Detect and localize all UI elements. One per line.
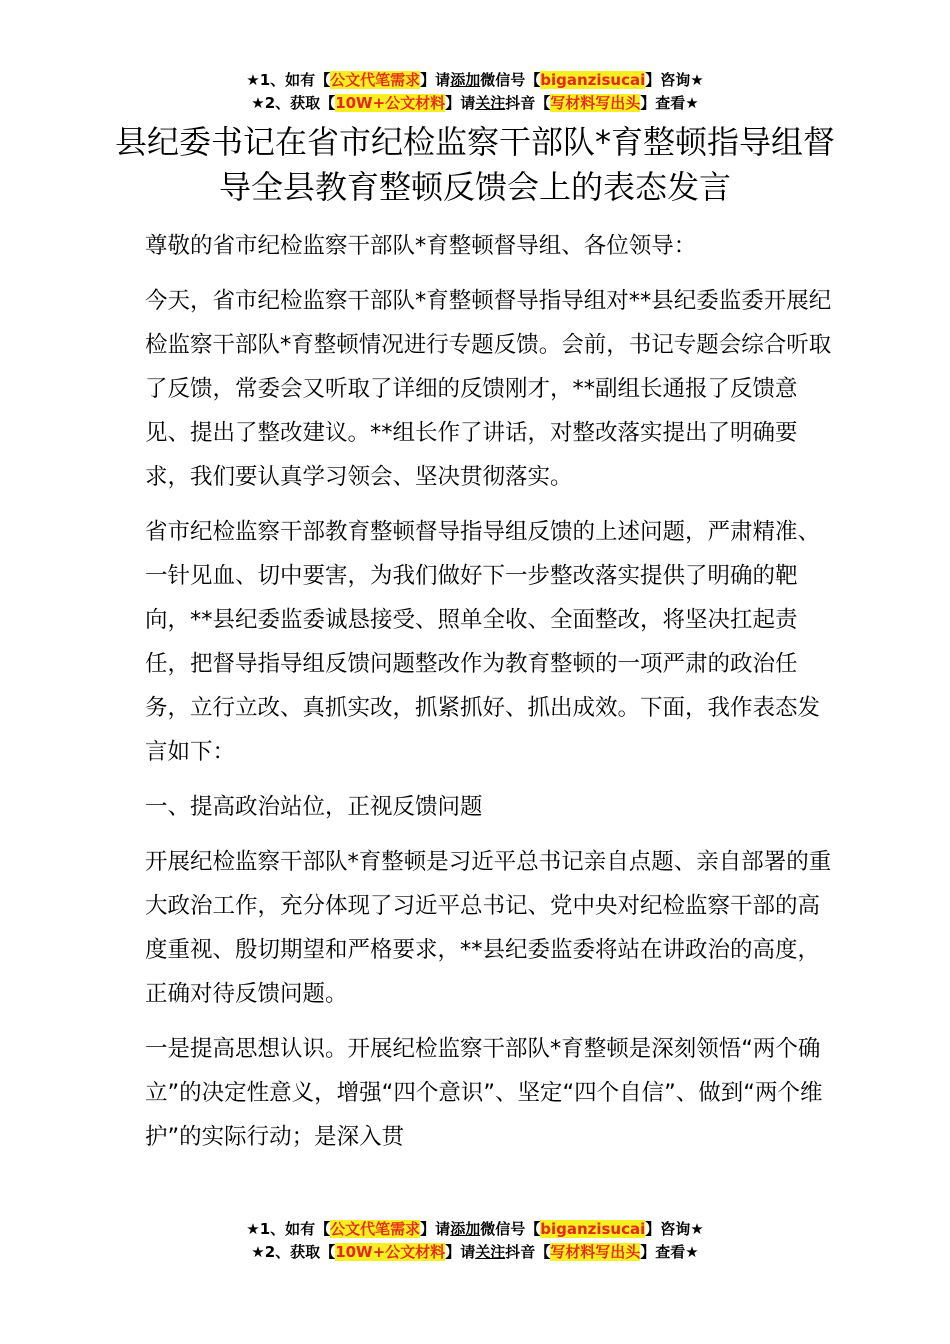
banner-text: 】查看★: [640, 94, 699, 112]
banner-line-1: [0, 1218, 950, 1241]
banner-text: 】咨询★: [645, 1220, 704, 1238]
banner-text: 微信号【: [480, 1220, 541, 1238]
banner-highlight: 10W+公文材料: [335, 1243, 446, 1261]
footer-banner: [0, 1218, 950, 1264]
banner-text: 】查看★: [640, 1243, 699, 1261]
banner-text: 】请: [445, 94, 476, 112]
banner-highlight-douyin: 写材料写出头: [550, 1243, 641, 1261]
banner-highlight-douyin: 写材料写出头: [550, 94, 641, 112]
banner-text: ★2、获取【: [251, 1243, 336, 1261]
banner-text: 抖音【: [505, 1243, 551, 1261]
paragraph: 开展纪检监察干部队*育整顿是习近平总书记亲自点题、亲自部署的重大政治工作，充分体现了习近平总书记、党中央对纪检监察干部的高度重视、殷切期望和严格要求，**县纪委监委将站在讲政治的高度，正确对待反馈问题。: [145, 849, 832, 1007]
banner-highlight-wechat: biganzisucai: [540, 1220, 646, 1238]
banner-underlined: 关注: [475, 94, 506, 112]
paragraph: 今天，省市纪检监察干部队*育整顿督导指导组对**县纪委监委开展纪检监察干部队*育整顿情况进行专题反馈。会前，书记专题会综合听取了反馈，常委会又听取了详细的反馈刚才，**副组长通报了反馈意见、提出了整改建议。**组长作了讲话，对整改落实提出了明确要求，我们要认真学习领会、坚决贯彻落实。: [145, 288, 832, 490]
banner-line-1: [0, 69, 950, 92]
banner-highlight: 公文代笔需求: [330, 1220, 421, 1238]
paragraph: 一是提高思想认识。开展纪检监察干部队*育整顿是深刻领悟“两个确立”的决定性意义，增强“四个意识”、坚定“四个自信”、做到“两个维护”的实际行动；是深入贯: [145, 1036, 823, 1150]
header-banner: [0, 69, 950, 115]
banner-highlight: 公文代笔需求: [330, 71, 421, 89]
banner-text: 微信号【: [480, 71, 541, 89]
banner-text: 】请: [420, 1220, 451, 1238]
banner-text: ★2、获取【: [251, 94, 336, 112]
banner-highlight: 10W+公文材料: [335, 94, 446, 112]
banner-text: ★1、如有【: [246, 71, 331, 89]
banner-text: 】咨询★: [645, 71, 704, 89]
banner-text: ★1、如有【: [246, 1220, 331, 1238]
document-body: [145, 224, 835, 1170]
banner-highlight-wechat: biganzisucai: [540, 71, 646, 89]
banner-underlined: 添加: [450, 1220, 481, 1238]
banner-text: 】请: [420, 71, 451, 89]
paragraph: 省市纪检监察干部教育整顿督导指导组反馈的上述问题，严肃精准、一针见血、切中要害，为我们做好下一步整改落实提供了明确的靶向，**县纪委监委诚恳接受、照单全收、全面整改，将坚决扛起责任，把督导指导组反馈问题整改作为教育整顿的一项严肃的政治任务，立行立改、真抓实改，抓紧抓好、抓出成效。下面，我作表态发言如下：: [145, 519, 821, 765]
salutation: 尊敬的省市纪检监察干部队*育整顿督导组、各位领导：: [145, 233, 697, 259]
banner-underlined: 关注: [475, 1243, 506, 1261]
banner-underlined: 添加: [450, 71, 481, 89]
banner-line-2: [0, 92, 950, 115]
banner-text: 抖音【: [505, 94, 551, 112]
banner-text: 】请: [445, 1243, 476, 1261]
banner-line-2: [0, 1241, 950, 1264]
document-title: 县纪委书记在省市纪检监察干部队*育整顿指导组督导全县教育整顿反馈会上的表态发言: [114, 123, 835, 206]
section-heading: 一、提高政治站位，正视反馈问题: [145, 794, 483, 820]
